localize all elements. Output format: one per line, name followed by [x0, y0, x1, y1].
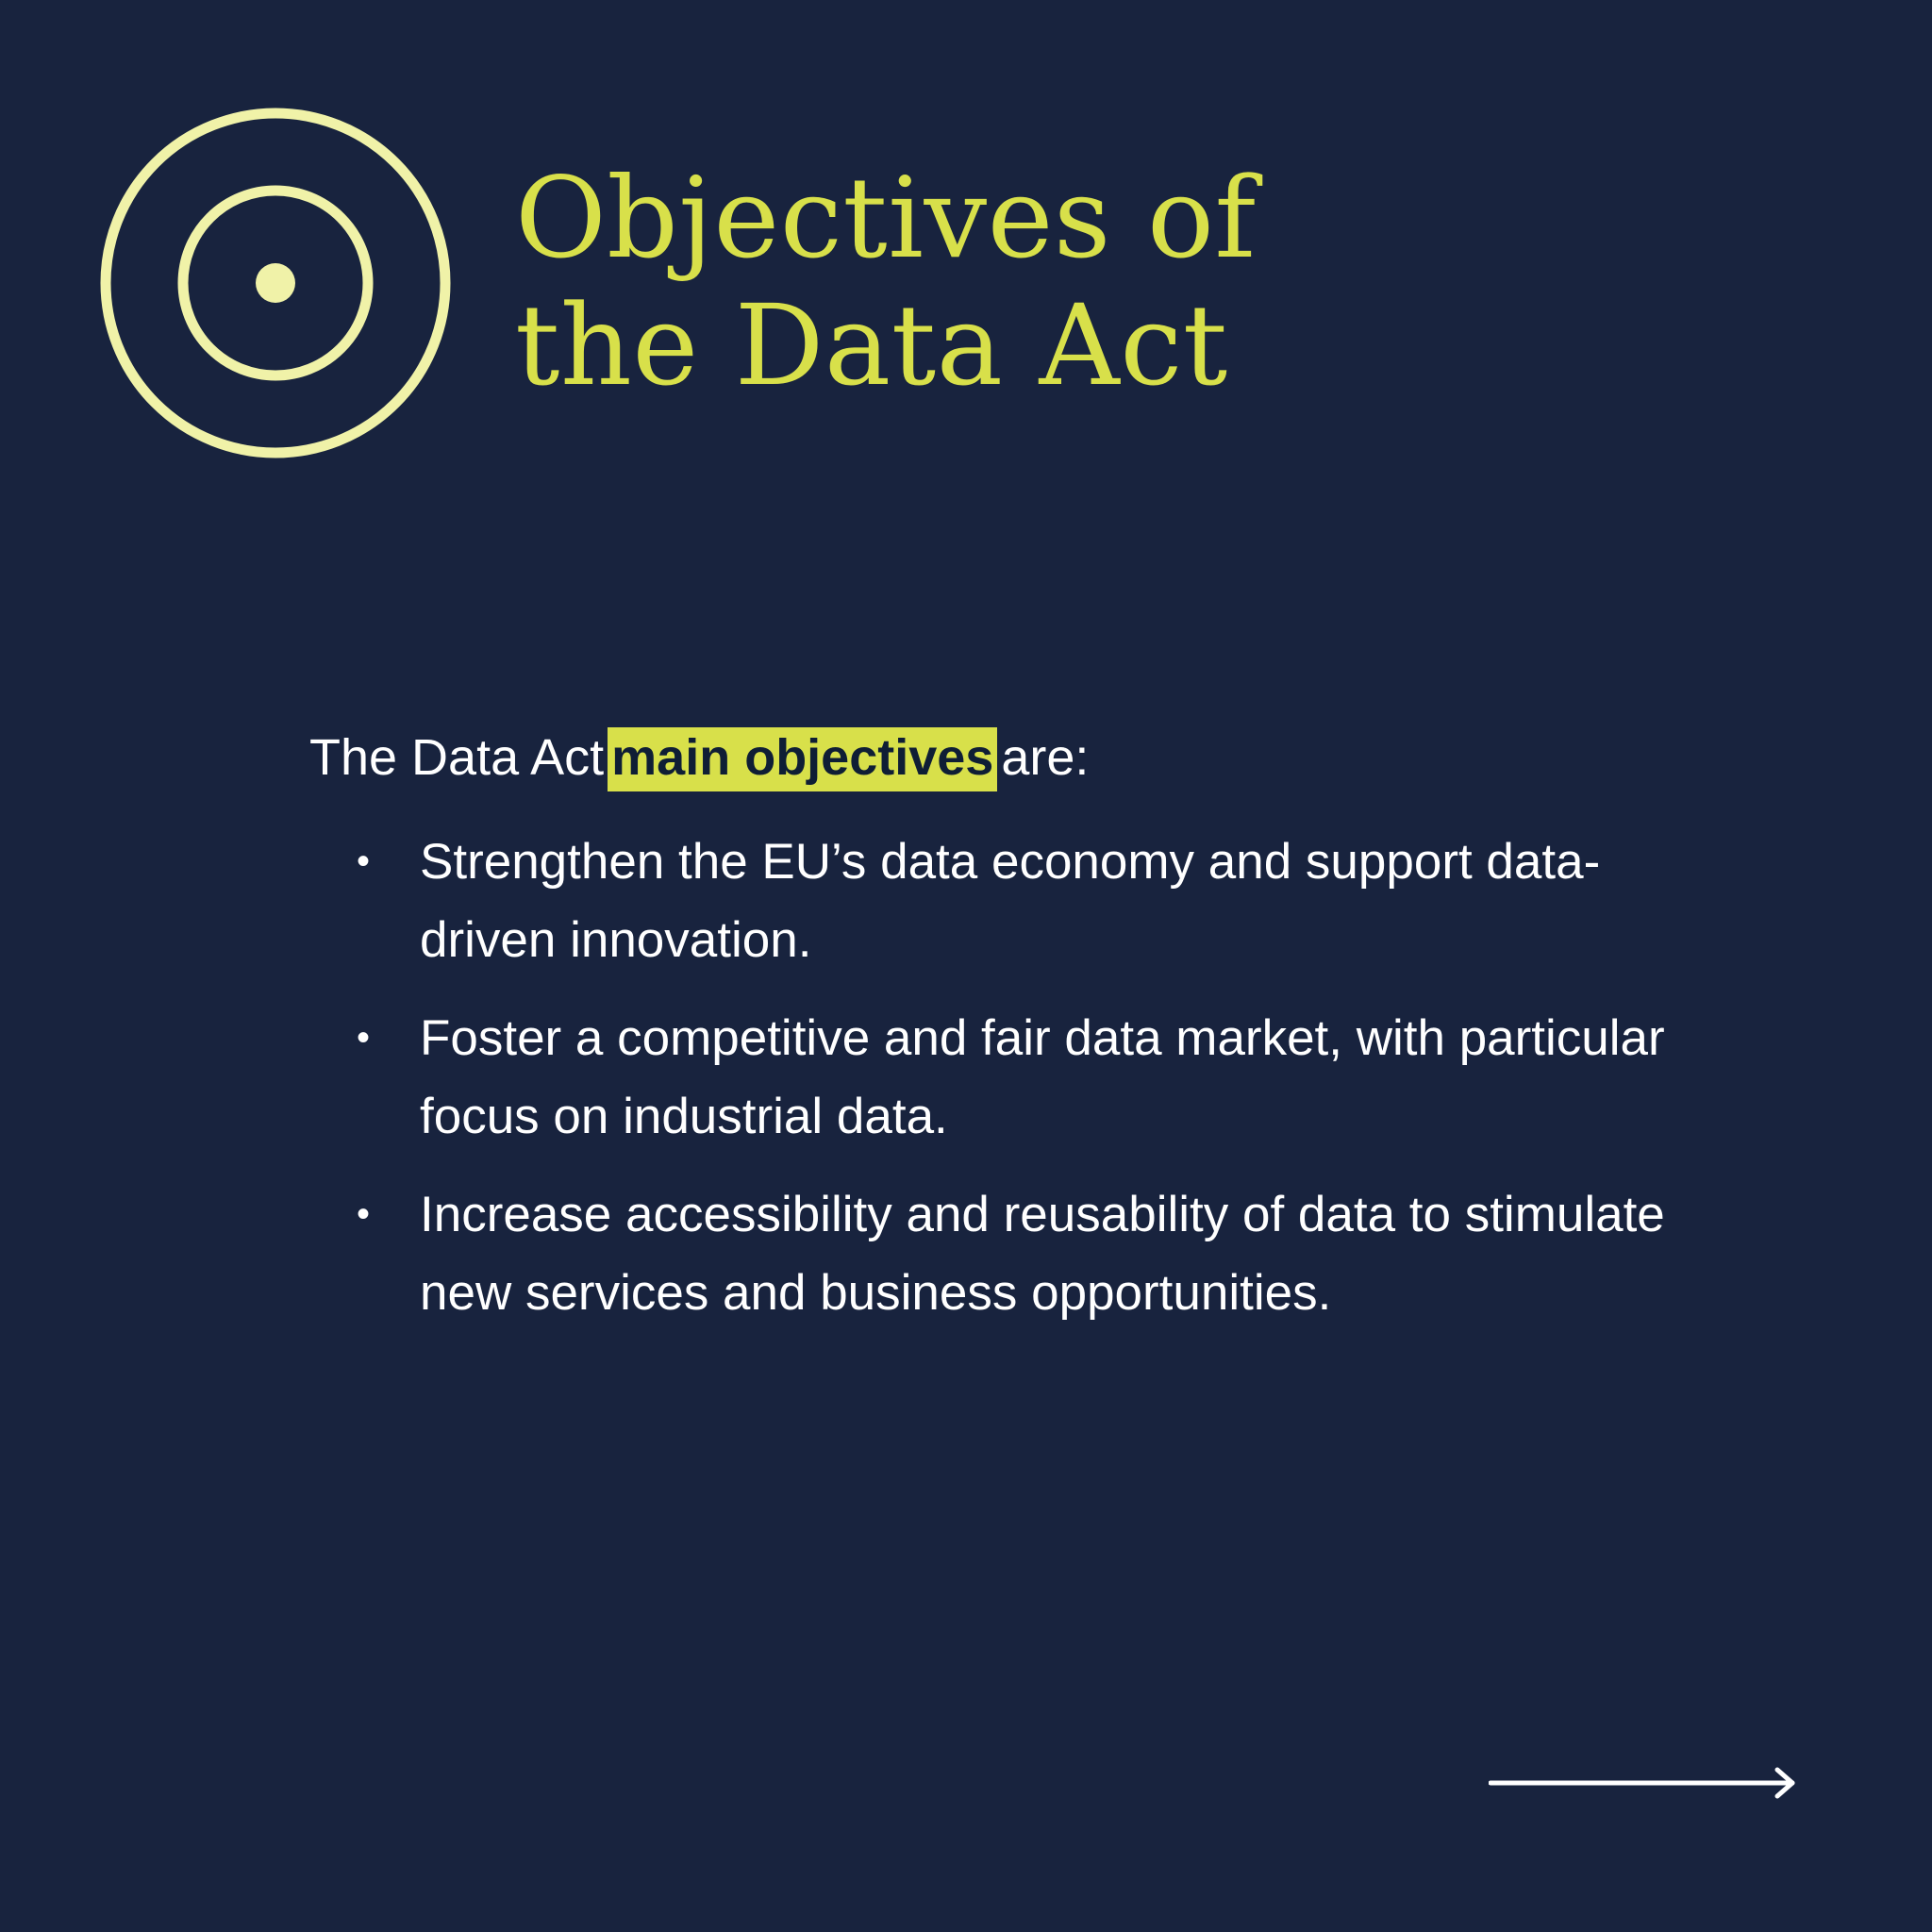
objective-text: Foster a competitive and fair data market, with particular focus on industrial data. — [420, 1010, 1665, 1144]
intro-sentence — [309, 724, 1677, 791]
objective-text: Strengthen the EU’s data economy and support data-driven innovation. — [420, 834, 1601, 968]
intro-text-before: The Data Act — [309, 729, 605, 786]
target-icon — [98, 106, 453, 460]
title-line-1: Objectives of — [515, 153, 1257, 283]
bullet-icon: • — [357, 1193, 371, 1235]
objective-text: Increase accessibility and reusability of data to stimulate new services and business opportunities. — [420, 1187, 1665, 1321]
objective-item — [309, 823, 1677, 979]
title-line-2: the Data Act — [515, 280, 1228, 410]
bullet-icon: • — [357, 841, 371, 882]
objective-item — [309, 1175, 1677, 1332]
objective-item — [309, 999, 1677, 1156]
intro-highlight: main objectives — [608, 727, 997, 791]
arrow-right-icon[interactable] — [1489, 1766, 1800, 1800]
bullet-icon: • — [357, 1017, 371, 1058]
intro-text-after: are: — [1001, 729, 1090, 786]
page-title — [515, 155, 1458, 409]
objectives-list — [309, 823, 1677, 1332]
objectives-body — [309, 724, 1677, 1352]
target-center-dot — [256, 263, 295, 303]
